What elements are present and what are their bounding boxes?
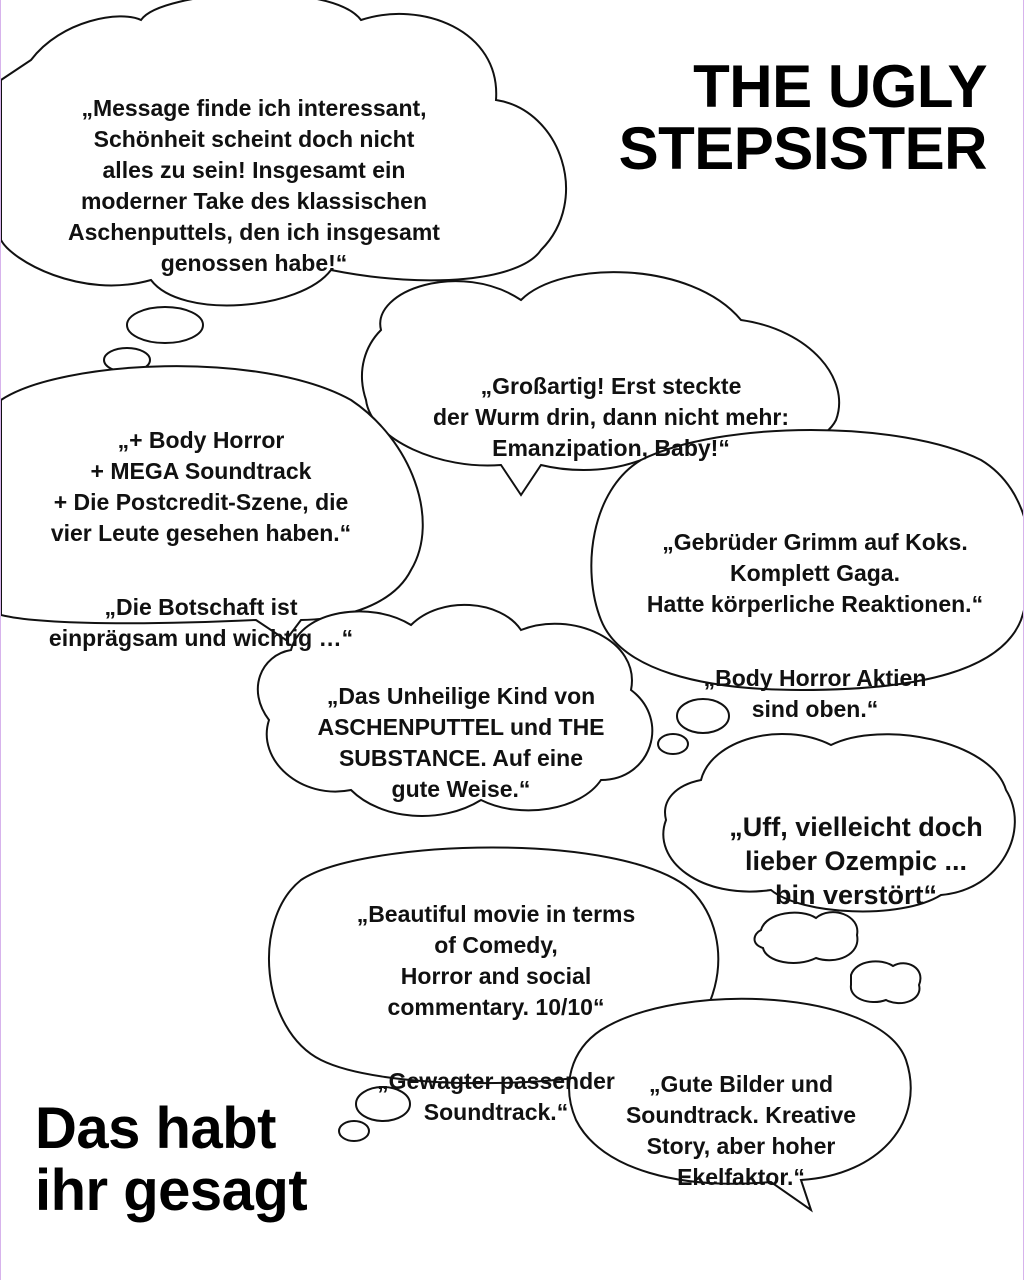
quote-1-text: „Message finde ich interessant, Schönheit scheint doch nicht alles zu sein! Insgesamt ein moderner Take des klassischen Aschenputtels, den ich insgesamt genossen habe!“	[68, 95, 440, 276]
quote-5-text: „Das Unheilige Kind von ASCHENPUTTEL und THE SUBSTANCE. Auf eine gute Weise.“	[317, 683, 605, 802]
quote-3	[11, 394, 391, 685]
quote-2	[386, 340, 836, 495]
quote-4-text-2: „Body Horror Aktien sind oben.“	[703, 665, 927, 722]
quote-3-text-2: „Die Botschaft ist einprägsam und wichtig …“	[48, 594, 354, 651]
quote-6-text: „Uff, vielleicht doch lieber Ozempic ... bin verstört“	[729, 812, 983, 910]
quote-4-text-1: „Gebrüder Grimm auf Koks. Komplett Gaga. Hatte körperliche Reaktionen.“	[646, 529, 984, 617]
quote-8-text: „Gute Bilder und Soundtrack. Kreative Story, aber hoher Ekelfaktor.“	[625, 1071, 857, 1190]
quote-5	[291, 650, 631, 836]
page-title: THE UGLY STEPSISTER	[618, 53, 987, 182]
quote-1	[7, 62, 501, 310]
quote-2-text: „Großartig! Erst steckte der Wurm drin, dann nicht mehr: Emanzipation, Baby!“	[432, 373, 790, 461]
footer-heading: Das habt ihr gesagt	[35, 1096, 308, 1223]
quote-3-text-1: „+ Body Horror + MEGA Soundtrack + Die Postcredit-Szene, die vier Leute gesehen haben.“	[50, 427, 352, 546]
quote-6	[696, 776, 1016, 946]
quote-8	[591, 1038, 891, 1224]
quote-7-text-2: „Gewagter passender Soundtrack.“	[377, 1068, 615, 1125]
quote-7-text-1: „Beautiful movie in terms of Comedy, Horror and social commentary. 10/10“	[356, 901, 636, 1020]
quote-4	[607, 496, 1023, 756]
